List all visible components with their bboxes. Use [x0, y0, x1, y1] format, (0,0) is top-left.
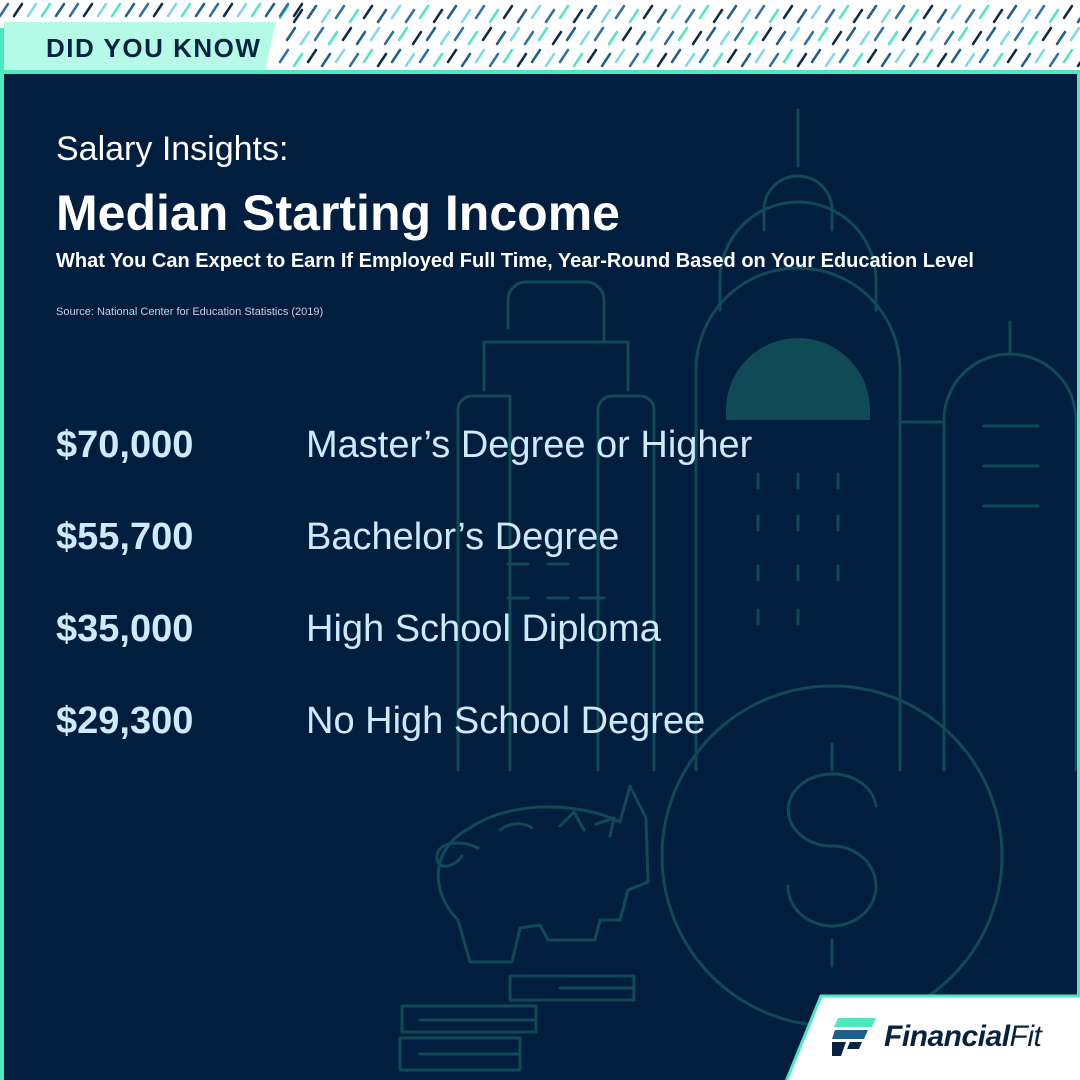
did-you-know-label: DID YOU KNOW	[46, 33, 262, 63]
stripe-mark	[336, 50, 344, 62]
panel-left-border	[0, 28, 4, 1080]
stripe-mark	[707, 28, 715, 40]
stripe-mark	[966, 10, 974, 22]
stripe-mark	[630, 10, 638, 22]
stripe-mark	[1036, 50, 1044, 62]
stripe-mark	[910, 10, 918, 22]
stripe-mark	[56, 4, 64, 16]
stripe-mark	[441, 32, 449, 44]
stripe-mark	[665, 32, 673, 44]
stripe-mark	[861, 32, 869, 44]
education-level: No High School Degree	[306, 700, 706, 742]
stripe-mark	[308, 6, 316, 18]
stripe-mark	[399, 28, 407, 40]
stripe-mark	[336, 6, 344, 18]
stripe-mark	[1057, 32, 1065, 44]
stripe-mark	[1043, 28, 1051, 40]
stripe-mark	[882, 54, 890, 66]
stripe-mark	[1008, 6, 1016, 18]
stripe-mark	[833, 32, 841, 44]
stripe-mark	[896, 50, 904, 62]
stripe-mark	[0, 4, 8, 16]
stripe-mark	[798, 10, 806, 22]
stripe-mark	[483, 28, 491, 40]
stripe-mark	[616, 50, 624, 62]
stripe-mark	[658, 54, 666, 66]
stripe-mark	[889, 32, 897, 44]
stripe-mark	[378, 10, 386, 22]
stripe-mark	[462, 54, 470, 66]
stripe-mark	[511, 28, 519, 40]
stripe-mark	[826, 10, 834, 22]
stripe-mark	[252, 4, 260, 16]
stripe-mark	[686, 54, 694, 66]
stripe-mark	[294, 54, 302, 66]
stripe-mark	[1036, 6, 1044, 18]
stripe-mark	[903, 28, 911, 40]
stripe-mark	[896, 6, 904, 18]
stripe-mark	[770, 10, 778, 22]
stripe-mark	[420, 6, 428, 18]
stripe-mark	[616, 6, 624, 18]
stripe-mark	[875, 28, 883, 40]
stripe-mark	[112, 4, 120, 16]
stripe-mark	[357, 32, 365, 44]
stripe-mark	[959, 28, 967, 40]
stripe-mark	[686, 10, 694, 22]
stripe-mark	[210, 4, 218, 16]
stripe-mark	[392, 50, 400, 62]
stripe-mark	[546, 10, 554, 22]
income-amount: $35,000	[56, 608, 194, 650]
stripe-mark	[742, 54, 750, 66]
stripe-mark	[994, 54, 1002, 66]
stripe-mark	[42, 4, 50, 16]
stripe-mark	[672, 6, 680, 18]
stripe-mark	[588, 50, 596, 62]
stripe-mark	[301, 32, 309, 44]
stripe-mark	[385, 32, 393, 44]
stripe-mark	[392, 6, 400, 18]
stripe-mark	[581, 32, 589, 44]
source-note: Source: National Center for Education Statistics (2019)	[56, 306, 324, 318]
stripe-mark	[777, 32, 785, 44]
stripe-mark	[287, 28, 295, 40]
stripe-mark	[371, 28, 379, 40]
stripe-mark	[910, 54, 918, 66]
stripe-mark	[504, 50, 512, 62]
stripe-mark	[490, 10, 498, 22]
stripe-mark	[784, 6, 792, 18]
stripe-mark	[742, 10, 750, 22]
stripe-mark	[196, 4, 204, 16]
education-level: Master’s Degree or Higher	[306, 424, 753, 466]
stripe-mark	[343, 28, 351, 40]
stripe-mark	[28, 4, 36, 16]
panel-top-border	[0, 70, 1080, 74]
education-level: Bachelor’s Degree	[306, 516, 620, 558]
stripe-mark	[434, 54, 442, 66]
stripe-mark	[623, 28, 631, 40]
brand-name-regular: Fit	[1009, 1020, 1042, 1053]
stripe-mark	[700, 50, 708, 62]
stripe-mark	[420, 50, 428, 62]
right-tower-icon	[944, 322, 1076, 770]
stripe-mark	[434, 10, 442, 22]
stripe-mark	[84, 4, 92, 16]
stripe-mark	[630, 54, 638, 66]
stripe-mark	[1008, 50, 1016, 62]
stripe-mark	[560, 6, 568, 18]
stripe-mark	[98, 4, 106, 16]
stripe-mark	[602, 10, 610, 22]
stripe-mark	[490, 54, 498, 66]
stripe-mark	[448, 6, 456, 18]
stripe-mark	[168, 4, 176, 16]
stripe-mark	[672, 50, 680, 62]
stripe-mark	[504, 6, 512, 18]
stripe-mark	[350, 10, 358, 22]
stripe-mark	[1015, 28, 1023, 40]
stripe-mark	[1064, 6, 1072, 18]
stripe-mark	[938, 10, 946, 22]
stripe-mark	[560, 50, 568, 62]
page-title: Median Starting Income	[56, 185, 620, 241]
stripe-mark	[805, 32, 813, 44]
stripe-mark	[819, 28, 827, 40]
stripe-mark	[763, 28, 771, 40]
dollar-coin-icon	[662, 686, 1002, 1026]
stripe-mark	[812, 50, 820, 62]
stripe-mark	[602, 54, 610, 66]
stripe-mark	[532, 50, 540, 62]
stripe-mark	[847, 28, 855, 40]
stripe-mark	[476, 50, 484, 62]
stripe-mark	[966, 54, 974, 66]
stripe-mark	[567, 28, 575, 40]
stripe-mark	[308, 50, 316, 62]
stripe-mark	[840, 6, 848, 18]
stripe-mark	[406, 10, 414, 22]
stripe-mark	[728, 6, 736, 18]
stripe-mark	[1064, 50, 1072, 62]
stripe-mark	[553, 32, 561, 44]
stripe-mark	[980, 6, 988, 18]
brand-name	[884, 1020, 1041, 1054]
stripe-mark	[126, 4, 134, 16]
stripe-mark	[238, 4, 246, 16]
stripe-mark	[588, 6, 596, 18]
stripe-mark	[574, 54, 582, 66]
stripe-mark	[1001, 32, 1009, 44]
stripe-mark	[609, 32, 617, 44]
stripe-mark	[987, 28, 995, 40]
stripe-mark	[952, 6, 960, 18]
stripe-mark	[980, 50, 988, 62]
stripe-mark	[931, 28, 939, 40]
stripe-mark	[854, 10, 862, 22]
stripe-mark	[945, 32, 953, 44]
stripe-mark	[917, 32, 925, 44]
stripe-mark	[315, 28, 323, 40]
stripe-mark	[322, 10, 330, 22]
stripe-mark	[644, 50, 652, 62]
stripe-mark	[280, 50, 288, 62]
books-stack-icon	[400, 976, 634, 1070]
stripe-mark	[1071, 28, 1079, 40]
stripe-mark	[378, 54, 386, 66]
stripe-mark	[973, 32, 981, 44]
stripe-mark	[518, 54, 526, 66]
stripe-mark	[427, 28, 435, 40]
stripe-mark	[154, 4, 162, 16]
stripe-mark	[322, 54, 330, 66]
stripe-mark	[938, 54, 946, 66]
stripe-mark	[721, 32, 729, 44]
stripe-mark	[714, 10, 722, 22]
stripe-mark	[693, 32, 701, 44]
stripe-mark	[539, 28, 547, 40]
stripe-mark	[364, 50, 372, 62]
stripe-mark	[1022, 10, 1030, 22]
stripe-mark	[840, 50, 848, 62]
stripe-mark	[350, 54, 358, 66]
stripe-mark	[924, 50, 932, 62]
stripe-mark	[532, 6, 540, 18]
education-level: High School Diploma	[306, 608, 661, 650]
stripe-mark	[469, 32, 477, 44]
piggy-bank-icon	[437, 786, 648, 962]
stripe-mark	[266, 4, 274, 16]
stripe-mark	[1022, 54, 1030, 66]
page-subtitle: What You Can Expect to Earn If Employed Full Time, Year-Round Based on Your Education Level	[56, 250, 974, 272]
stripe-mark	[455, 28, 463, 40]
stripe-mark	[756, 50, 764, 62]
stripe-mark	[14, 4, 22, 16]
stripe-mark	[812, 6, 820, 18]
stripe-mark	[728, 50, 736, 62]
financialfit-logo-icon	[832, 1018, 876, 1056]
stripe-mark	[882, 10, 890, 22]
stripe-mark	[700, 6, 708, 18]
stripe-mark	[574, 10, 582, 22]
stripe-mark	[140, 4, 148, 16]
stripe-mark	[770, 54, 778, 66]
stripe-mark	[679, 28, 687, 40]
stripe-mark	[714, 54, 722, 66]
stripe-mark	[994, 10, 1002, 22]
stripe-mark	[798, 54, 806, 66]
dome-shape	[726, 338, 870, 420]
stripe-mark	[749, 32, 757, 44]
stripe-mark	[448, 50, 456, 62]
stripe-mark	[518, 10, 526, 22]
stripe-mark	[413, 32, 421, 44]
stripe-mark	[826, 54, 834, 66]
stripe-mark	[784, 50, 792, 62]
stripe-mark	[644, 6, 652, 18]
stripe-mark	[224, 4, 232, 16]
stripe-mark	[364, 6, 372, 18]
stripe-mark	[924, 6, 932, 18]
stripe-mark	[497, 32, 505, 44]
stripe-mark	[1050, 10, 1058, 22]
stripe-mark	[854, 54, 862, 66]
stripe-mark	[651, 28, 659, 40]
stripe-mark	[406, 54, 414, 66]
stripe-mark	[1029, 32, 1037, 44]
stripe-mark	[791, 28, 799, 40]
stripe-mark	[868, 6, 876, 18]
stripe-mark	[525, 32, 533, 44]
stripe-mark	[952, 50, 960, 62]
brand-name-bold: Financial	[884, 1020, 1010, 1053]
stripe-mark	[868, 50, 876, 62]
stripe-mark	[476, 6, 484, 18]
income-amount: $70,000	[56, 424, 194, 466]
stripe-mark	[1050, 54, 1058, 66]
stripe-mark	[658, 10, 666, 22]
stripe-mark	[70, 4, 78, 16]
stripe-mark	[182, 4, 190, 16]
stripe-mark	[637, 32, 645, 44]
kicker-heading: Salary Insights:	[56, 130, 289, 168]
income-amount: $29,300	[56, 700, 194, 742]
stripe-mark	[462, 10, 470, 22]
stripe-mark	[595, 28, 603, 40]
stripe-mark	[735, 28, 743, 40]
stripe-mark	[329, 32, 337, 44]
stripe-mark	[756, 6, 764, 18]
stripe-mark	[546, 54, 554, 66]
income-amount: $55,700	[56, 516, 194, 558]
